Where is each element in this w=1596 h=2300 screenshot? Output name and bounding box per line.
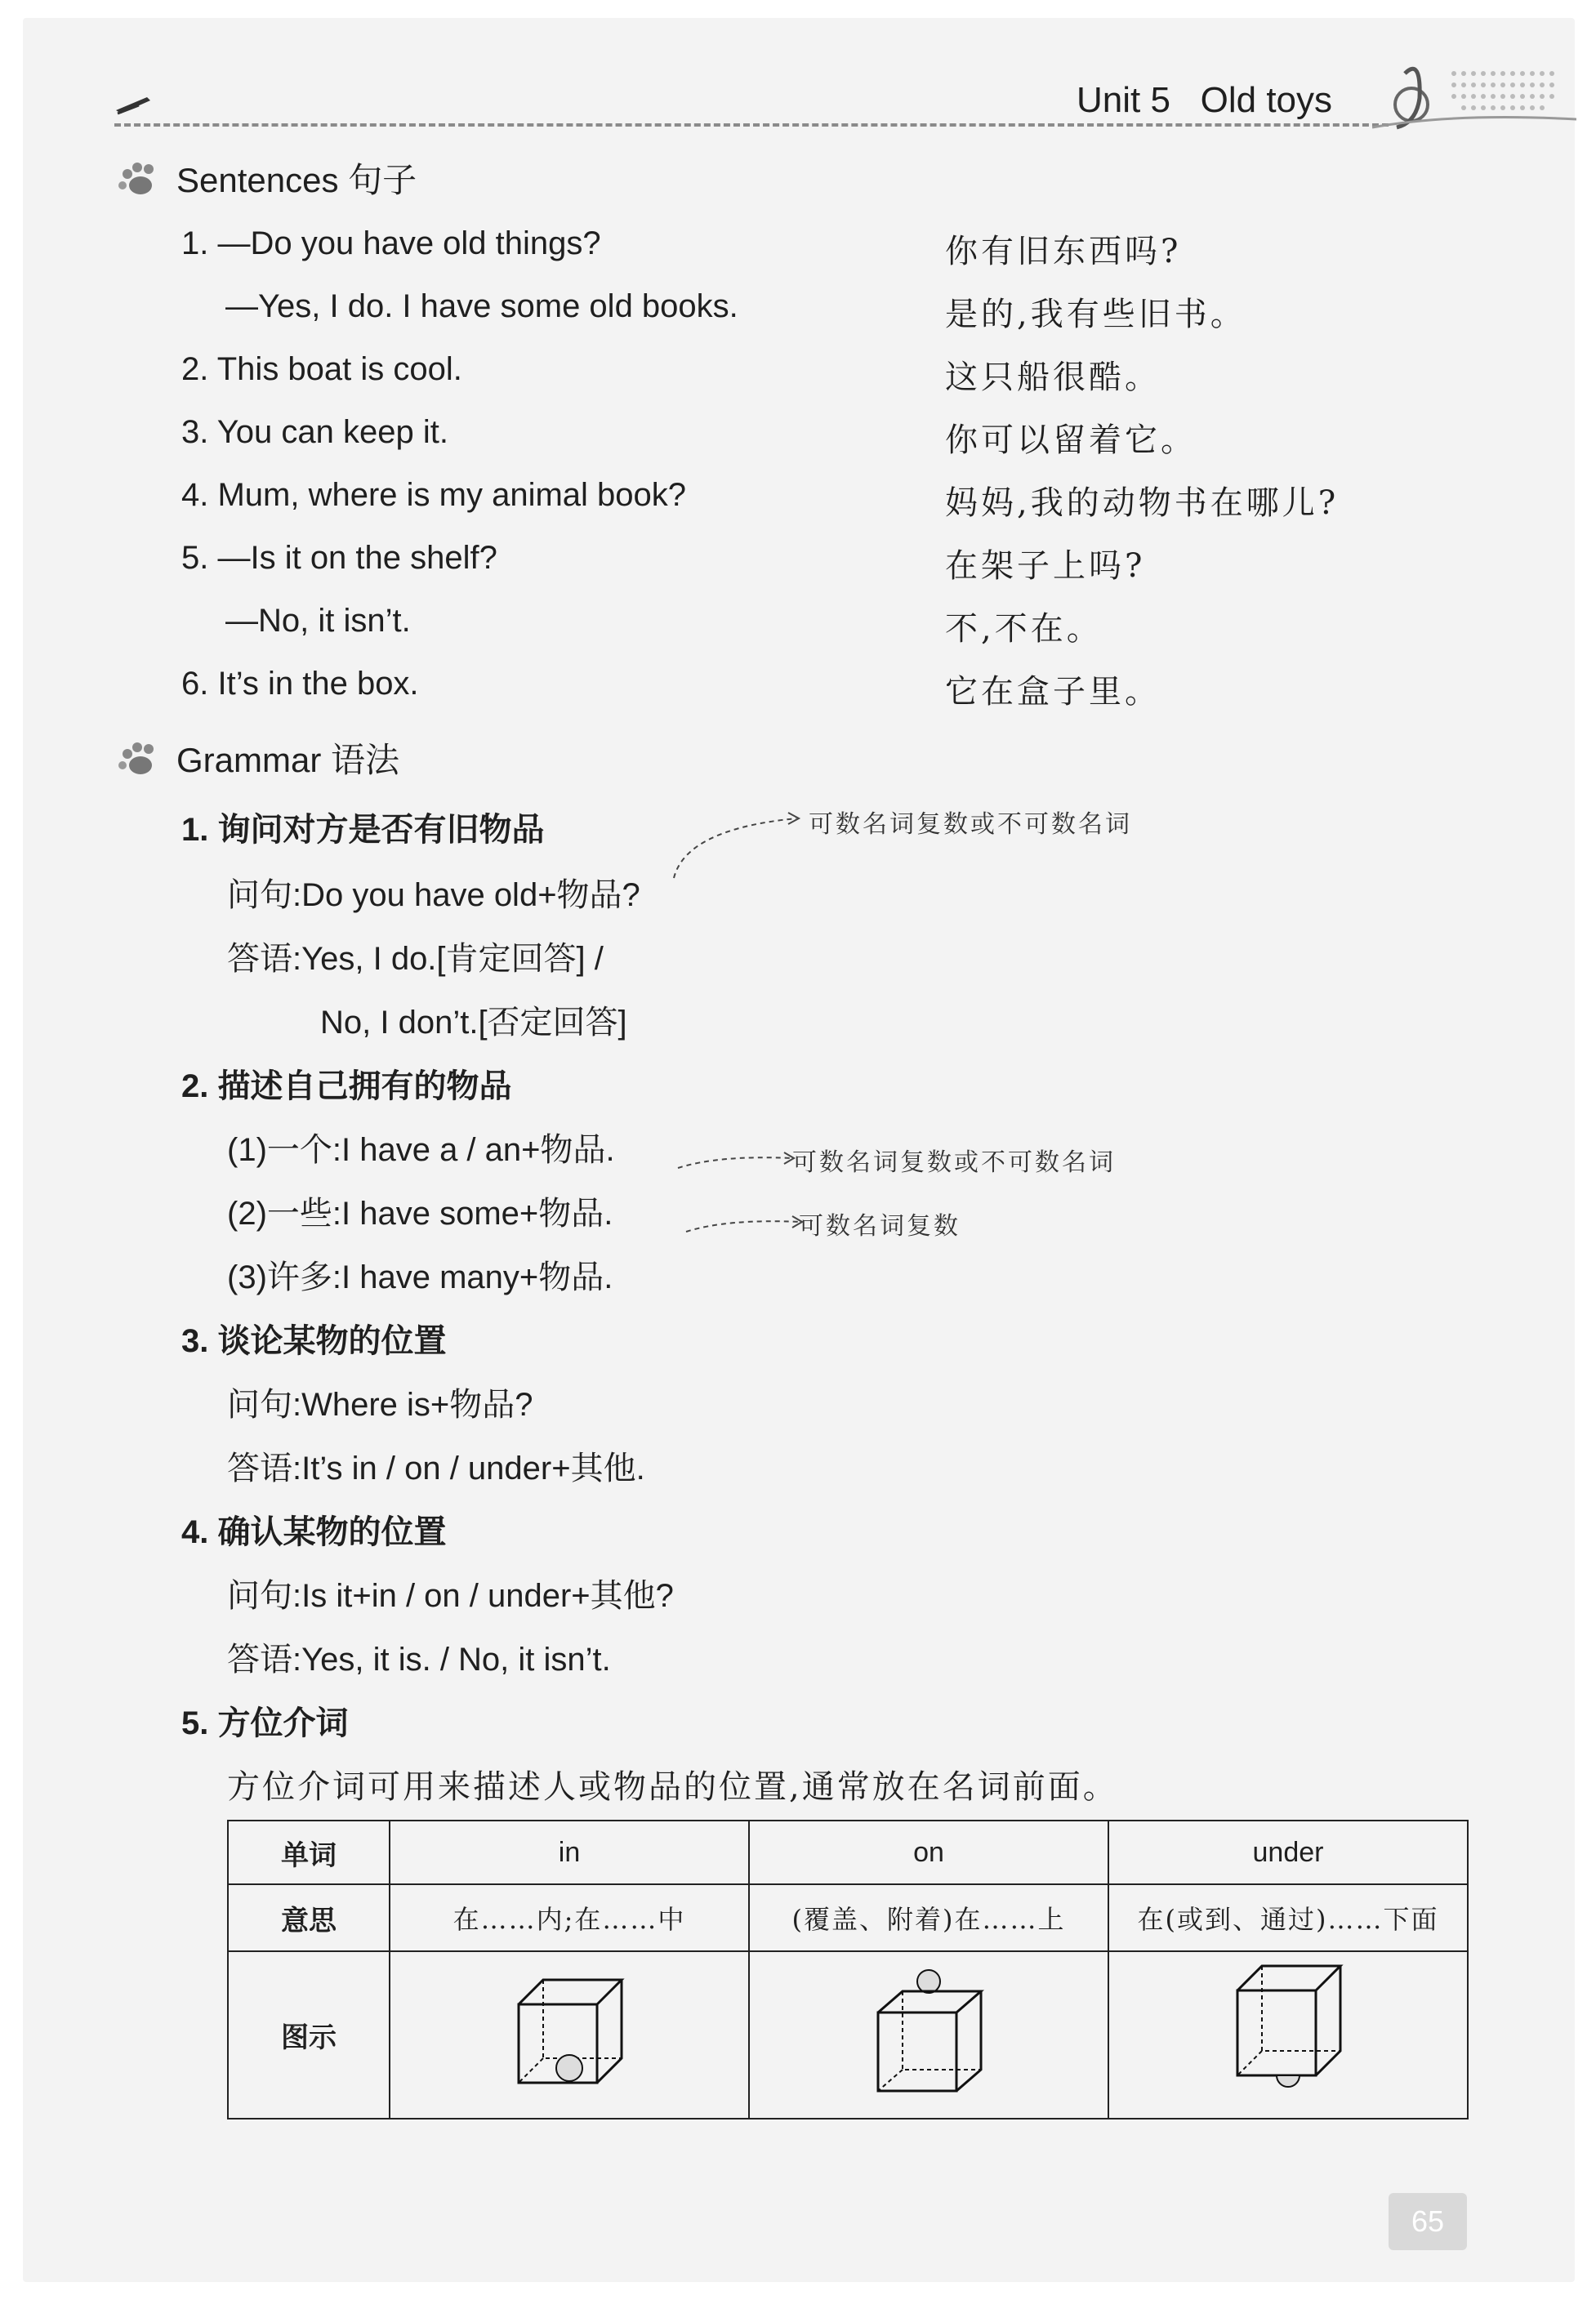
grammar-heading-text: Grammar 语法 xyxy=(176,741,400,779)
pen-icon xyxy=(114,94,152,115)
note-arrow-icon xyxy=(637,796,817,886)
grammar-point-1-question: 问句:Do you have old+物品? xyxy=(227,877,640,913)
grammar-point-1-title: 1. 询问对方是否有旧物品 xyxy=(181,812,545,848)
word-under: under xyxy=(1108,1821,1468,1884)
unit-title: Old toys xyxy=(1200,80,1333,120)
sentence-zh-4: 妈妈,我的动物书在哪儿? xyxy=(945,484,1340,522)
grammar-point-2-note-2: 可数名词复数 xyxy=(799,1212,961,1241)
row-label-meaning: 意思 xyxy=(228,1884,390,1951)
meaning-on: (覆盖、附着)在……上 xyxy=(749,1884,1108,1951)
diagram-in-cell xyxy=(390,1951,749,2119)
sentence-zh-2: 这只船很酷。 xyxy=(945,359,1161,396)
sentence-en-3: 3. You can keep it. xyxy=(181,414,448,450)
sentence-en-1: 1. —Do you have old things? xyxy=(181,225,601,261)
row-label-word: 单词 xyxy=(228,1821,390,1884)
grammar-point-2-note-1: 可数名词复数或不可数名词 xyxy=(792,1148,1116,1177)
grammar-point-1-answer-yes: 答语:Yes, I do.[肯定回答] / xyxy=(227,941,604,977)
note-arrow-icon xyxy=(670,1127,800,1184)
sentence-en-2: 2. This boat is cool. xyxy=(181,351,462,387)
header-decoration-icon xyxy=(1372,49,1576,147)
note-arrow-icon xyxy=(678,1191,809,1248)
grammar-point-3-title: 3. 谈论某物的位置 xyxy=(181,1323,447,1359)
sentence-en-6: 6. It’s in the box. xyxy=(181,666,419,702)
cube-ball-under-icon xyxy=(1223,1958,1353,2105)
table-row xyxy=(228,1821,1468,1884)
sentence-zh-3: 你可以留着它。 xyxy=(945,421,1197,459)
sentences-heading xyxy=(116,154,417,203)
page-number: 65 xyxy=(1389,2193,1467,2250)
grammar-heading xyxy=(116,733,399,782)
cube-ball-inside-icon xyxy=(504,1962,635,2101)
grammar-point-2-line-3: (3)许多:I have many+物品. xyxy=(227,1259,613,1295)
meaning-under: 在(或到、通过)……下面 xyxy=(1108,1884,1468,1951)
sentence-en-1b: —Yes, I do. I have some old books. xyxy=(225,288,738,324)
sentence-en-5: 5. —Is it on the shelf? xyxy=(181,540,497,576)
row-label-diagram: 图示 xyxy=(228,1951,390,2119)
sentence-zh-5: 在架子上吗? xyxy=(945,547,1146,585)
unit-header xyxy=(1077,80,1332,121)
grammar-point-4-answer: 答语:Yes, it is. / No, it isn’t. xyxy=(227,1642,611,1678)
diagram-on-cell xyxy=(749,1951,1108,2119)
grammar-point-2-title: 2. 描述自己拥有的物品 xyxy=(181,1068,512,1104)
grammar-point-4-title: 4. 确认某物的位置 xyxy=(181,1514,447,1550)
sentence-zh-5b: 不,不在。 xyxy=(945,610,1103,648)
sentence-zh-6: 它在盒子里。 xyxy=(945,673,1161,711)
cube-ball-on-top-icon xyxy=(863,1962,994,2101)
grammar-point-2-line-1: (1)一个:I have a / an+物品. xyxy=(227,1132,615,1168)
grammar-point-5-description: 方位介词可用来描述人或物品的位置,通常放在名词前面。 xyxy=(227,1768,1118,1806)
paw-icon xyxy=(116,739,158,777)
grammar-point-1-answer-no: No, I don’t.[否定回答] xyxy=(320,1005,627,1041)
word-on: on xyxy=(749,1821,1108,1884)
sentences-heading-text: Sentences 句子 xyxy=(176,161,417,199)
diagram-under-cell xyxy=(1108,1951,1468,2119)
sentence-zh-1: 你有旧东西吗? xyxy=(945,233,1182,270)
table-row xyxy=(228,1951,1468,2119)
table-row xyxy=(228,1884,1468,1951)
header-dashed-divider xyxy=(114,123,1389,127)
unit-number: Unit 5 xyxy=(1077,80,1170,120)
preposition-table xyxy=(227,1820,1469,2119)
sentence-en-4: 4. Mum, where is my animal book? xyxy=(181,477,687,513)
grammar-point-4-question: 问句:Is it+in / on / under+其他? xyxy=(227,1578,674,1614)
sentence-en-5b: —No, it isn’t. xyxy=(225,603,411,639)
meaning-in: 在……内;在……中 xyxy=(390,1884,749,1951)
paw-icon xyxy=(116,159,158,197)
grammar-point-3-answer: 答语:It’s in / on / under+其他. xyxy=(227,1451,645,1487)
grammar-point-5-title: 5. 方位介词 xyxy=(181,1705,349,1741)
sentence-zh-1b: 是的,我有些旧书。 xyxy=(945,296,1246,333)
grammar-point-3-question: 问句:Where is+物品? xyxy=(227,1387,533,1423)
word-in: in xyxy=(390,1821,749,1884)
grammar-point-1-note: 可数名词复数或不可数名词 xyxy=(809,810,1132,839)
grammar-point-2-line-2: (2)一些:I have some+物品. xyxy=(227,1196,613,1232)
